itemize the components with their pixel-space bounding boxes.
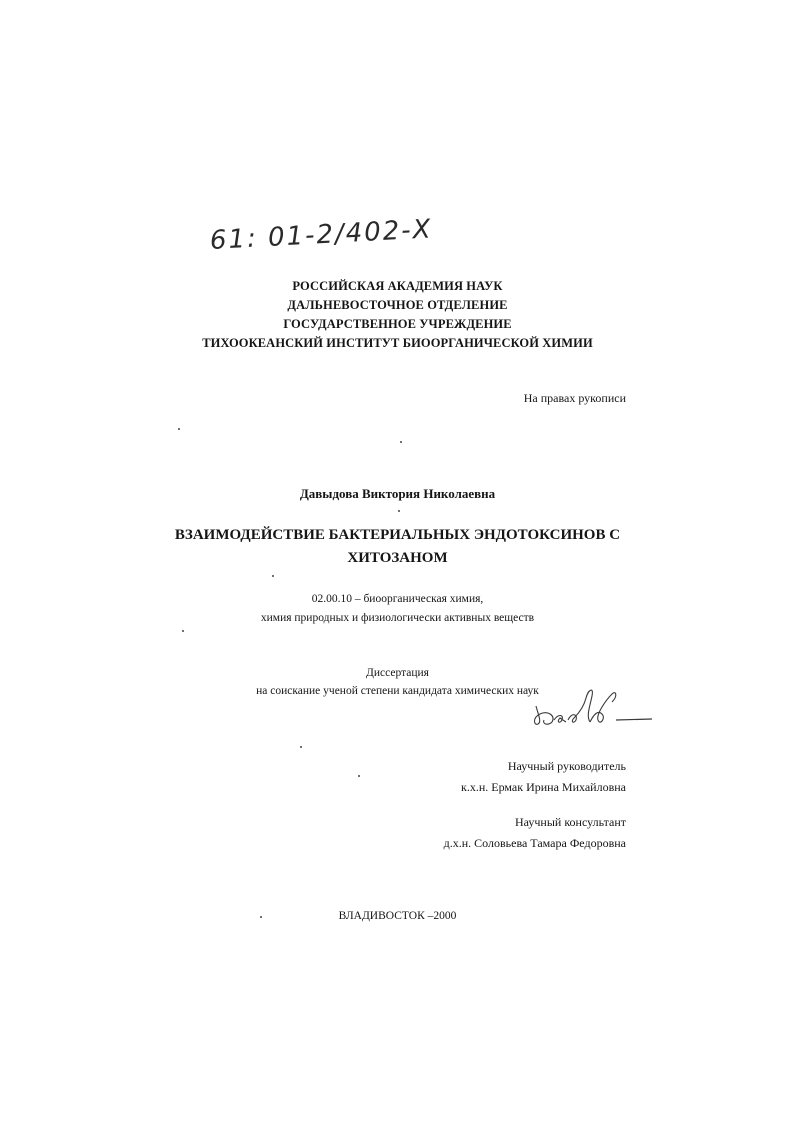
dissertation-title: [0, 524, 795, 570]
title-line-2: ХИТОЗАНОМ: [347, 550, 448, 566]
dissertation-type-block: [0, 664, 795, 700]
city-year: ВЛАДИВОСТОК –2000: [338, 910, 457, 922]
manuscript-rights-note: На правах рукописи: [523, 391, 626, 405]
scan-speck: [398, 510, 400, 512]
specialty-name: химия природных и физиологически активных веществ: [260, 612, 535, 624]
consultant-role: Научный консультант: [515, 815, 626, 829]
title-line-1: ВЗАИМОДЕЙСТВИЕ БАКТЕРИАЛЬНЫХ ЭНДОТОКСИНОВ С: [174, 527, 621, 543]
org-line-academy: РОССИЙСКАЯ АКАДЕМИЯ НАУК: [292, 279, 503, 293]
author-name: Давыдова Виктория Николаевна: [299, 486, 496, 501]
organization-header: [0, 277, 795, 353]
degree-sought: на соискание ученой степени кандидата химических наук: [256, 685, 539, 697]
scan-speck: [400, 441, 402, 443]
consultant-block: [380, 812, 626, 854]
specialty-block: [0, 590, 795, 628]
supervisor-name: к.х.н. Ермак Ирина Михайловна: [461, 780, 626, 794]
org-line-institution-type: ГОСУДАРСТВЕННОЕ УЧРЕЖДЕНИЕ: [283, 317, 512, 331]
specialty-code: 02.00.10 – биоорганическая химия,: [311, 593, 484, 605]
author-signature: [528, 684, 658, 734]
dissertation-label: Диссертация: [366, 667, 429, 679]
org-line-branch: ДАЛЬНЕВОСТОЧНОЕ ОТДЕЛЕНИЕ: [287, 298, 508, 312]
scan-speck: [300, 746, 302, 748]
supervisor-role: Научный руководитель: [507, 759, 626, 773]
scan-speck: [182, 630, 184, 632]
supervisor-block: [380, 756, 626, 798]
scan-speck: [178, 428, 180, 430]
consultant-name: д.х.н. Соловьева Тамара Федоровна: [443, 836, 626, 850]
scan-speck: [260, 916, 262, 918]
scan-speck: [272, 575, 274, 577]
archive-code-handwritten: 61: 01-2/402-Х: [209, 214, 434, 256]
scan-speck: [358, 775, 360, 777]
org-line-institute: ТИХООКЕАНСКИЙ ИНСТИТУТ БИООРГАНИЧЕСКОЙ ХИМИИ: [202, 336, 593, 350]
